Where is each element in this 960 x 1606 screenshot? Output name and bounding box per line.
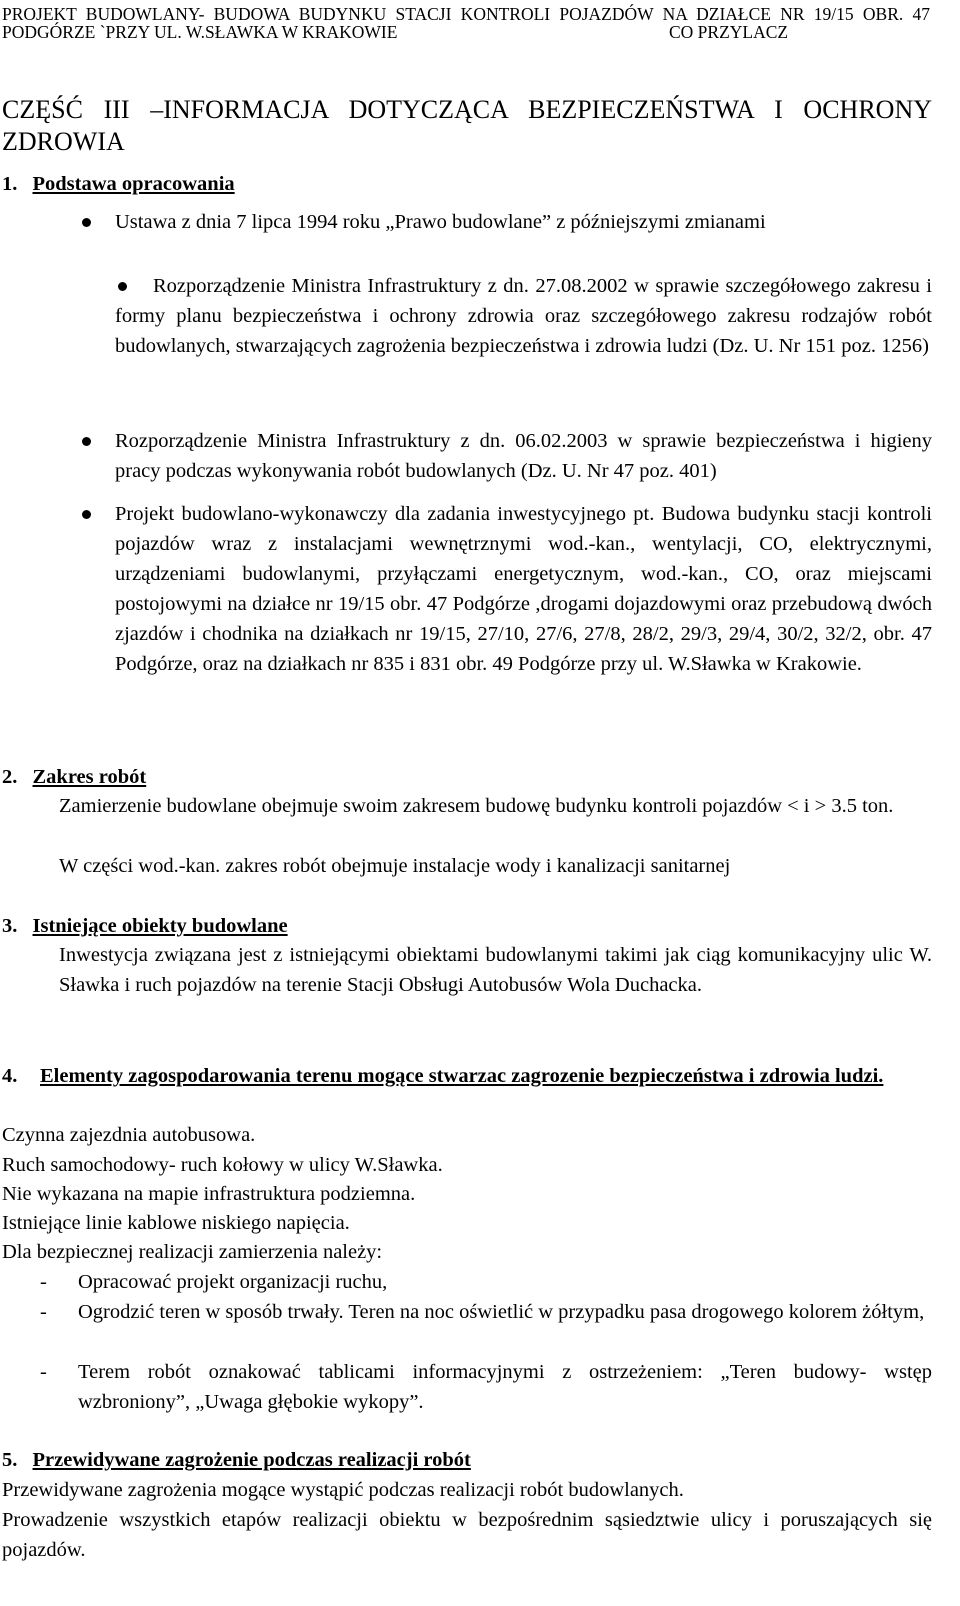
section-3-text: Inwestycja związana jest z istniejącymi obiektami budowlanymi takimi jak ciąg komunikacyjny ulic W. Sławka i ruch pojazdów na terenie Stacji Obsługi Autobusów Wola Duchacka. xyxy=(59,944,932,996)
section-4-line-3: Nie wykazana na mapie infrastruktura podziemna. xyxy=(2,1183,416,1205)
section-2-number: 2. xyxy=(2,766,18,788)
document-header-section: CO PRZYLACZ xyxy=(669,22,789,42)
section-1-bullet-4: Projekt budowlano-wykonawczy dla zadania inwestycyjnego pt. Budowa budynku stacji kontroli pojazdów wraz z instalacjami wewnętrznymi wod.-kan., wentylacji, CO, elektrycznymi, urządzeniami budowlanymi, przyłączami energetycznym, wod.-kan., CO, oraz miejscami postojowymi na działce nr 19/15 obr. 47 Podgórze ,drogami dojazdowymi oraz przebudową dwóch zjazdów i chodnika na działkach nr 19/15, 27/10, 27/6, 27/8, 28/2, 29/3, 29/4, 30/2, 32/2, obr. 47 Podgórze, oraz na działkach nr 835 i 831 obr. 49 Podgórze przy ul. W.Sławka w Krakowie. xyxy=(115,503,932,675)
section-1-bullet-3: Rozporządzenie Ministra Infrastruktury z dn. 06.02.2003 w sprawie bezpieczeństwa i higieny pracy podczas wykonywania robót budowlanych (Dz. U. Nr 47 poz. 401) xyxy=(115,430,932,482)
dash-marker: - xyxy=(40,1301,47,1323)
section-5-heading xyxy=(2,1445,471,1475)
document-header-line-1: PROJEKT BUDOWLANY- BUDOWA BUDYNKU STACJI KONTROLI POJAZDÓW NA DZIAŁCE NR 19/15 OBR. 47 xyxy=(2,4,930,24)
section-4-heading xyxy=(2,1061,932,1091)
section-4-number: 4. xyxy=(2,1065,18,1087)
document-header-line-2 xyxy=(2,22,930,42)
section-2-text-1: Zamierzenie budowlane obejmuje swoim zakresem budowę budynku kontroli pojazdów < i > 3.5 ton. xyxy=(59,795,894,817)
bullet-icon xyxy=(82,218,91,227)
section-3-heading xyxy=(2,911,288,941)
section-4-line-4: Istniejące linie kablowe niskiego napięcia. xyxy=(2,1212,350,1234)
section-1-bullet-2: Rozporządzenie Ministra Infrastruktury z dn. 27.08.2002 w sprawie szczegółowego zakresu i formy planu bezpieczeństwa i ochrony zdrowia oraz szczegółowego zakresu rodzajów robót budowlanych, stwarzających zagrożenia bezpieczeństwa i zdrowia ludzi (Dz. U. Nr 151 poz. 1256) xyxy=(115,275,932,357)
section-4-dash-item-3: Terem robót oznakować tablicami informacyjnymi z ostrzeżeniem: „Teren budowy- wstęp wzbroniony”, „Uwaga głębokie wykopy”. xyxy=(78,1361,932,1413)
section-4-dash-item-1: Opracować projekt organizacji ruchu, xyxy=(78,1271,388,1293)
section-1-number: 1. xyxy=(2,173,18,195)
section-5-text-1: Przewidywane zagrożenia mogące wystąpić podczas realizacji robót budowlanych. xyxy=(2,1479,684,1501)
section-2-title: Zakres robót xyxy=(32,766,147,788)
section-4-line-2: Ruch samochodowy- ruch kołowy w ulicy W.Sławka. xyxy=(2,1154,443,1176)
section-3-number: 3. xyxy=(2,915,18,937)
section-5-number: 5. xyxy=(2,1449,18,1471)
section-4-line-5: Dla bezpiecznej realizacji zamierzenia należy: xyxy=(2,1241,383,1263)
section-4-title: Elementy zagospodarowania terenu mogące stwarzac zagrozenie bezpieczeństwa i zdrowia ludzi. xyxy=(40,1065,884,1087)
document-header-location: PODGÓRZE `PRZY UL. W.SŁAWKA W KRAKOWIE xyxy=(2,22,398,42)
section-1-title: Podstawa opracowania xyxy=(32,173,235,195)
section-1-bullet-1: Ustawa z dnia 7 lipca 1994 roku „Prawo budowlane” z późniejszymi zmianami xyxy=(115,211,766,233)
dash-marker: - xyxy=(40,1361,47,1383)
section-4-line-1: Czynna zajezdnia autobusowa. xyxy=(2,1124,256,1146)
part-title: CZĘŚĆ III –INFORMACJA DOTYCZĄCA BEZPIECZEŃSTWA I OCHRONY ZDROWIA xyxy=(2,95,932,156)
bullet-icon xyxy=(82,510,91,519)
section-4-dash-item-2: Ogrodzić teren w sposób trwały. Teren na noc oświetlić w przypadku pasa drogowego kolorem żółtym, xyxy=(78,1301,925,1323)
section-5-title: Przewidywane zagrożenie podczas realizacji robót xyxy=(32,1449,471,1471)
bullet-icon xyxy=(82,437,91,446)
section-1-heading xyxy=(2,169,235,199)
section-3-title: Istniejące obiekty budowlane xyxy=(32,915,288,937)
section-2-text-2: W części wod.-kan. zakres robót obejmuje instalacje wody i kanalizacji sanitarnej xyxy=(59,855,731,877)
dash-marker: - xyxy=(40,1271,47,1293)
section-2-heading xyxy=(2,762,146,792)
section-5-text-2: Prowadzenie wszystkich etapów realizacji obiektu w bezpośrednim sąsiedztwie ulicy i poruszających się pojazdów. xyxy=(2,1509,932,1561)
